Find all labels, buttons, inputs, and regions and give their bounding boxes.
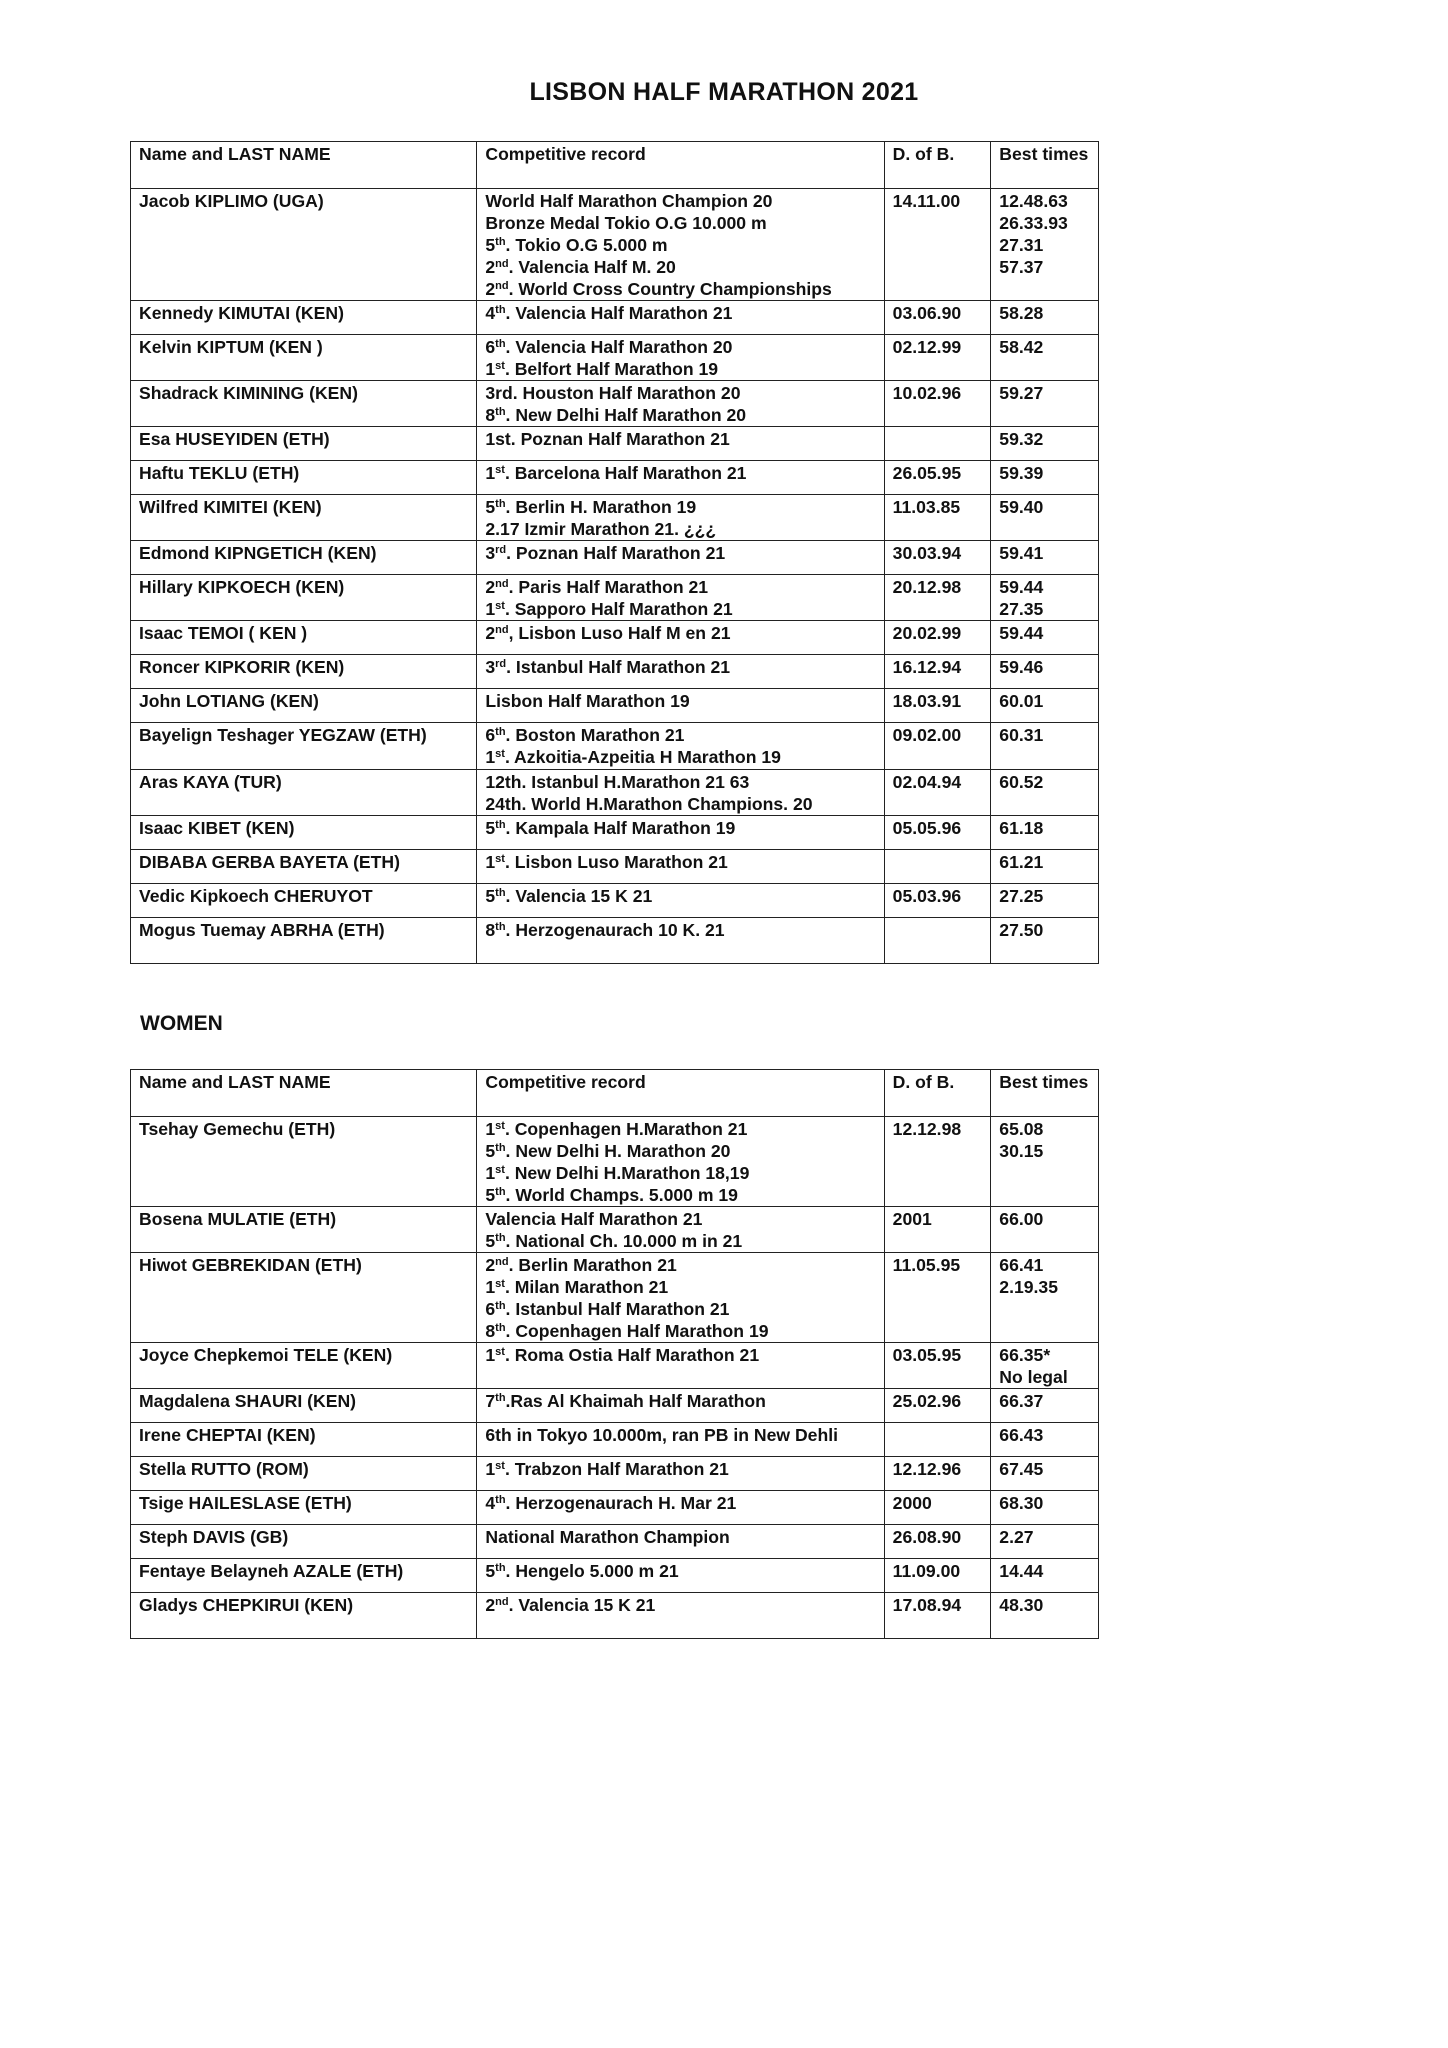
record-line: 1st. Milan Marathon 21 [485, 1277, 669, 1297]
athlete-name: Haftu TEKLU (ETH) [131, 461, 477, 495]
best-time: 60.52 [999, 772, 1044, 792]
record-line: 3rd. Houston Half Marathon 20 [485, 383, 741, 403]
athlete-name: Mogus Tuemay ABRHA (ETH) [131, 918, 477, 964]
best-time: 14.44 [999, 1561, 1044, 1581]
best-times [991, 335, 1099, 381]
record-line: 6th in Tokyo 10.000m, ran PB in New Dehli [485, 1425, 838, 1445]
record-line: National Marathon Champion [485, 1527, 730, 1547]
best-times [991, 427, 1099, 461]
best-time: 59.46 [999, 657, 1044, 677]
record-line: 5th. Hengelo 5.000 m 21 [485, 1561, 679, 1581]
table-row [131, 1207, 1099, 1253]
record-line: 5th. Kampala Half Marathon 19 [485, 818, 736, 838]
record-line: 5th. World Champs. 5.000 m 19 [485, 1185, 738, 1205]
best-times [991, 301, 1099, 335]
competitive-record [477, 884, 884, 918]
record-line: 6th. Boston Marathon 21 [485, 725, 685, 745]
best-time: 59.39 [999, 463, 1044, 483]
table-row [131, 1389, 1099, 1423]
athlete-name: Aras KAYA (TUR) [131, 770, 477, 816]
table-row [131, 1525, 1099, 1559]
women-entries-table [130, 1069, 1099, 1639]
competitive-record [477, 1253, 884, 1343]
best-time: 66.43 [999, 1425, 1044, 1445]
date-of-birth: 26.08.90 [884, 1525, 991, 1559]
best-times [991, 816, 1099, 850]
best-times [991, 655, 1099, 689]
table-row [131, 1593, 1099, 1639]
best-times [991, 723, 1099, 770]
competitive-record [477, 850, 884, 884]
competitive-record [477, 770, 884, 816]
record-line: 5th. Berlin H. Marathon 19 [485, 497, 697, 517]
record-line: 24th. World H.Marathon Champions. 20 [485, 794, 813, 814]
competitive-record [477, 301, 884, 335]
record-line: 2.17 Izmir Marathon 21. ¿¿¿ [485, 519, 717, 539]
athlete-name: Fentaye Belayneh AZALE (ETH) [131, 1559, 477, 1593]
best-time: 59.40 [999, 497, 1044, 517]
best-times [991, 461, 1099, 495]
table-row [131, 1253, 1099, 1343]
date-of-birth: 11.05.95 [884, 1253, 991, 1343]
best-times [991, 189, 1099, 301]
best-time: 59.41 [999, 543, 1044, 563]
date-of-birth [884, 427, 991, 461]
athlete-name: Jacob KIPLIMO (UGA) [131, 189, 477, 301]
competitive-record [477, 723, 884, 770]
athlete-name: Kelvin KIPTUM (KEN ) [131, 335, 477, 381]
athlete-name: Stella RUTTO (ROM) [131, 1457, 477, 1491]
best-time: 68.30 [999, 1493, 1044, 1513]
competitive-record [477, 1593, 884, 1639]
athlete-name: Isaac TEMOI ( KEN ) [131, 621, 477, 655]
table-row [131, 381, 1099, 427]
record-line: 2nd. Berlin Marathon 21 [485, 1255, 677, 1275]
record-line: 2nd. Valencia Half M. 20 [485, 257, 676, 277]
best-time: 27.50 [999, 920, 1044, 940]
athlete-name: Hillary KIPKOECH (KEN) [131, 575, 477, 621]
best-time: 60.31 [999, 725, 1044, 745]
competitive-record [477, 427, 884, 461]
athlete-name: Irene CHEPTAI (KEN) [131, 1423, 477, 1457]
best-time: No legal [999, 1367, 1068, 1387]
best-time: 65.08 [999, 1119, 1044, 1139]
best-times [991, 1593, 1099, 1639]
date-of-birth: 2000 [884, 1491, 991, 1525]
athlete-name: Edmond KIPNGETICH (KEN) [131, 541, 477, 575]
date-of-birth: 11.09.00 [884, 1559, 991, 1593]
best-time: 58.28 [999, 303, 1044, 323]
record-line: Valencia Half Marathon 21 [485, 1209, 703, 1229]
record-line: 2nd. Paris Half Marathon 21 [485, 577, 709, 597]
table-row [131, 427, 1099, 461]
best-time: 2.27 [999, 1527, 1034, 1547]
competitive-record [477, 816, 884, 850]
athlete-name: Tsige HAILESLASE (ETH) [131, 1491, 477, 1525]
record-line: 5th. Valencia 15 K 21 [485, 886, 653, 906]
record-line: 3rd. Poznan Half Marathon 21 [485, 543, 726, 563]
record-line: 1st. Sapporo Half Marathon 21 [485, 599, 733, 619]
date-of-birth: 20.02.99 [884, 621, 991, 655]
best-time: 59.44 [999, 577, 1044, 597]
competitive-record [477, 621, 884, 655]
best-times [991, 541, 1099, 575]
best-times [991, 884, 1099, 918]
best-time: 27.31 [999, 235, 1044, 255]
date-of-birth: 09.02.00 [884, 723, 991, 770]
women-section-heading: WOMEN [140, 1012, 223, 1035]
competitive-record [477, 335, 884, 381]
record-line: 1st. New Delhi H.Marathon 18,19 [485, 1163, 750, 1183]
athlete-name: Kennedy KIMUTAI (KEN) [131, 301, 477, 335]
athlete-name: Shadrack KIMINING (KEN) [131, 381, 477, 427]
best-times [991, 1491, 1099, 1525]
record-line: 5th. Tokio O.G 5.000 m [485, 235, 668, 255]
best-times [991, 1389, 1099, 1423]
header-record: Competitive record [477, 142, 884, 189]
athlete-name: Esa HUSEYIDEN (ETH) [131, 427, 477, 461]
table-row [131, 1457, 1099, 1491]
athlete-name: DIBABA GERBA BAYETA (ETH) [131, 850, 477, 884]
table-row [131, 301, 1099, 335]
date-of-birth: 2001 [884, 1207, 991, 1253]
table-row [131, 770, 1099, 816]
table-row [131, 189, 1099, 301]
record-line: Lisbon Half Marathon 19 [485, 691, 690, 711]
date-of-birth: 20.12.98 [884, 575, 991, 621]
competitive-record [477, 918, 884, 964]
date-of-birth: 18.03.91 [884, 689, 991, 723]
athlete-name: John LOTIANG (KEN) [131, 689, 477, 723]
date-of-birth: 03.06.90 [884, 301, 991, 335]
record-line: 1st. Azkoitia-Azpeitia H Marathon 19 [485, 747, 781, 767]
best-time: 27.35 [999, 599, 1044, 619]
table-row [131, 1559, 1099, 1593]
header-best: Best times [991, 142, 1099, 189]
best-times [991, 1559, 1099, 1593]
competitive-record [477, 1389, 884, 1423]
table-row [131, 1117, 1099, 1207]
best-times [991, 1457, 1099, 1491]
date-of-birth: 10.02.96 [884, 381, 991, 427]
date-of-birth [884, 850, 991, 884]
best-time: 66.35* [999, 1345, 1051, 1365]
record-line: 5th. New Delhi H. Marathon 20 [485, 1141, 731, 1161]
date-of-birth: 05.03.96 [884, 884, 991, 918]
record-line: 1st. Trabzon Half Marathon 21 [485, 1459, 729, 1479]
athlete-name: Bosena MULATIE (ETH) [131, 1207, 477, 1253]
header-dob: D. of B. [884, 142, 991, 189]
best-time: 48.30 [999, 1595, 1044, 1615]
record-line: 8th. Herzogenaurach 10 K. 21 [485, 920, 725, 940]
record-line: 2nd, Lisbon Luso Half M en 21 [485, 623, 731, 643]
best-time: 66.41 [999, 1255, 1044, 1275]
record-line: 12th. Istanbul H.Marathon 21 63 [485, 772, 750, 792]
date-of-birth: 14.11.00 [884, 189, 991, 301]
record-line: 8th. New Delhi Half Marathon 20 [485, 405, 747, 425]
competitive-record [477, 575, 884, 621]
best-time: 57.37 [999, 257, 1044, 277]
record-line: 6th. Istanbul Half Marathon 21 [485, 1299, 730, 1319]
best-times [991, 1207, 1099, 1253]
record-line: 2nd. World Cross Country Championships [485, 279, 832, 299]
header-dob: D. of B. [884, 1070, 991, 1117]
record-line: 6th. Valencia Half Marathon 20 [485, 337, 733, 357]
athlete-name: Magdalena SHAURI (KEN) [131, 1389, 477, 1423]
page-title: LISBON HALF MARATHON 2021 [529, 78, 919, 106]
record-line: 7th.Ras Al Khaimah Half Marathon [485, 1391, 766, 1411]
athlete-name: Joyce Chepkemoi TELE (KEN) [131, 1343, 477, 1389]
best-times [991, 1423, 1099, 1457]
table-row [131, 1491, 1099, 1525]
record-line: 3rd. Istanbul Half Marathon 21 [485, 657, 731, 677]
date-of-birth: 17.08.94 [884, 1593, 991, 1639]
header-best: Best times [991, 1070, 1099, 1117]
record-line: 1st. Barcelona Half Marathon 21 [485, 463, 747, 483]
competitive-record [477, 1207, 884, 1253]
best-times [991, 495, 1099, 541]
best-times [991, 575, 1099, 621]
table-row [131, 541, 1099, 575]
athlete-name: Vedic Kipkoech CHERUYOT [131, 884, 477, 918]
date-of-birth: 12.12.98 [884, 1117, 991, 1207]
best-times [991, 621, 1099, 655]
competitive-record [477, 541, 884, 575]
date-of-birth: 30.03.94 [884, 541, 991, 575]
best-times [991, 1343, 1099, 1389]
men-entries-table [130, 141, 1099, 964]
best-time: 2.19.35 [999, 1277, 1058, 1297]
best-times [991, 1253, 1099, 1343]
competitive-record [477, 655, 884, 689]
date-of-birth [884, 1423, 991, 1457]
table-row [131, 918, 1099, 964]
record-line: 2nd. Valencia 15 K 21 [485, 1595, 656, 1615]
record-line: 1st. Poznan Half Marathon 21 [485, 429, 730, 449]
date-of-birth: 02.12.99 [884, 335, 991, 381]
competitive-record [477, 1423, 884, 1457]
date-of-birth: 02.04.94 [884, 770, 991, 816]
record-line: 1st. Lisbon Luso Marathon 21 [485, 852, 728, 872]
best-times [991, 770, 1099, 816]
best-times [991, 918, 1099, 964]
best-time: 59.44 [999, 623, 1044, 643]
date-of-birth [884, 918, 991, 964]
table-row [131, 335, 1099, 381]
date-of-birth: 03.05.95 [884, 1343, 991, 1389]
date-of-birth: 12.12.96 [884, 1457, 991, 1491]
athlete-name: Hiwot GEBREKIDAN (ETH) [131, 1253, 477, 1343]
table-row [131, 723, 1099, 770]
athlete-name: Isaac KIBET (KEN) [131, 816, 477, 850]
best-time: 58.42 [999, 337, 1044, 357]
athlete-name: Tsehay Gemechu (ETH) [131, 1117, 477, 1207]
best-time: 61.18 [999, 818, 1044, 838]
date-of-birth: 26.05.95 [884, 461, 991, 495]
table-row [131, 850, 1099, 884]
record-line: 4th. Valencia Half Marathon 21 [485, 303, 733, 323]
athlete-name: Wilfred KIMITEI (KEN) [131, 495, 477, 541]
best-time: 61.21 [999, 852, 1044, 872]
competitive-record [477, 1559, 884, 1593]
best-time: 27.25 [999, 886, 1044, 906]
table-row [131, 461, 1099, 495]
best-times [991, 1525, 1099, 1559]
best-time: 67.45 [999, 1459, 1044, 1479]
competitive-record [477, 1457, 884, 1491]
table-row [131, 884, 1099, 918]
best-time: 59.27 [999, 383, 1044, 403]
competitive-record [477, 381, 884, 427]
best-times [991, 689, 1099, 723]
competitive-record [477, 689, 884, 723]
best-time: 66.00 [999, 1209, 1044, 1229]
best-times [991, 381, 1099, 427]
header-name: Name and LAST NAME [131, 142, 477, 189]
record-line: 1st. Roma Ostia Half Marathon 21 [485, 1345, 760, 1365]
competitive-record [477, 1117, 884, 1207]
date-of-birth: 25.02.96 [884, 1389, 991, 1423]
best-times [991, 850, 1099, 884]
competitive-record [477, 189, 884, 301]
table-row [131, 816, 1099, 850]
best-time: 59.32 [999, 429, 1044, 449]
table-row [131, 495, 1099, 541]
best-time: 60.01 [999, 691, 1044, 711]
table-row [131, 1423, 1099, 1457]
best-time: 26.33.93 [999, 213, 1068, 233]
table-header-row [131, 142, 1099, 189]
header-record: Competitive record [477, 1070, 884, 1117]
table-header-row [131, 1070, 1099, 1117]
competitive-record [477, 1525, 884, 1559]
competitive-record [477, 1491, 884, 1525]
record-line: 5th. National Ch. 10.000 m in 21 [485, 1231, 743, 1251]
table-row [131, 689, 1099, 723]
record-line: Bronze Medal Tokio O.G 10.000 m [485, 213, 767, 233]
header-name: Name and LAST NAME [131, 1070, 477, 1117]
record-line: 8th. Copenhagen Half Marathon 19 [485, 1321, 769, 1341]
best-time: 12.48.63 [999, 191, 1068, 211]
record-line: 4th. Herzogenaurach H. Mar 21 [485, 1493, 737, 1513]
competitive-record [477, 461, 884, 495]
record-line: 1st. Copenhagen H.Marathon 21 [485, 1119, 748, 1139]
table-row [131, 621, 1099, 655]
athlete-name: Gladys CHEPKIRUI (KEN) [131, 1593, 477, 1639]
table-row [131, 655, 1099, 689]
date-of-birth: 16.12.94 [884, 655, 991, 689]
athlete-name: Steph DAVIS (GB) [131, 1525, 477, 1559]
record-line: 1st. Belfort Half Marathon 19 [485, 359, 719, 379]
athlete-name: Bayelign Teshager YEGZAW (ETH) [131, 723, 477, 770]
record-line: World Half Marathon Champion 20 [485, 191, 773, 211]
table-row [131, 575, 1099, 621]
table-row [131, 1343, 1099, 1389]
best-times [991, 1117, 1099, 1207]
date-of-birth: 11.03.85 [884, 495, 991, 541]
competitive-record [477, 1343, 884, 1389]
best-time: 66.37 [999, 1391, 1044, 1411]
competitive-record [477, 495, 884, 541]
best-time: 30.15 [999, 1141, 1044, 1161]
date-of-birth: 05.05.96 [884, 816, 991, 850]
athlete-name: Roncer KIPKORIR (KEN) [131, 655, 477, 689]
